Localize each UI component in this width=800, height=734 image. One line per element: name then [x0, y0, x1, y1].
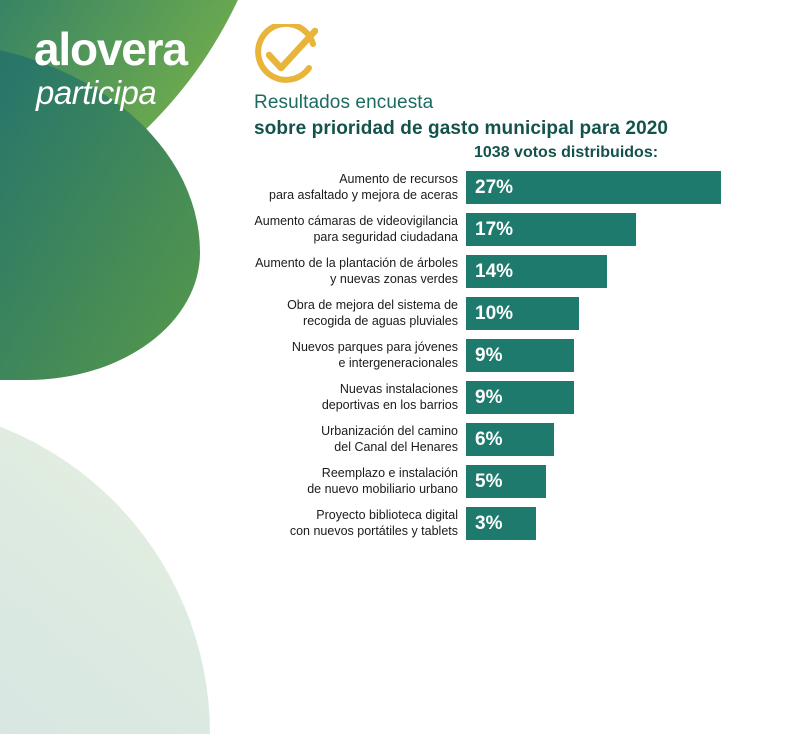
chart-row: [0, 378, 800, 417]
page-title-line2: sobre prioridad de gasto municipal para 2020: [254, 118, 669, 139]
chart-bar: [466, 381, 574, 414]
check-circle-icon: [252, 24, 318, 90]
chart-row: [0, 336, 800, 375]
chart-bar-value: 10%: [475, 302, 514, 324]
chart-bar-value: 17%: [475, 218, 514, 240]
chart-bar: [466, 465, 546, 498]
chart-row-label-line2: recogida de aguas pluviales: [303, 313, 458, 328]
chart-bar: [466, 255, 607, 288]
chart-bar-track: [466, 336, 800, 375]
chart-bar: [466, 297, 579, 330]
chart-bar-track: [466, 252, 800, 291]
chart-row: [0, 294, 800, 333]
chart-bar-value: 14%: [475, 260, 514, 282]
chart-bar-track: [466, 294, 800, 333]
chart-row-label-line2: y nuevas zonas verdes: [330, 271, 458, 286]
chart-row: [0, 504, 800, 543]
chart-row-label-line1: Nuevos parques para jóvenes: [291, 339, 458, 354]
chart-row-label-line1: Nuevas instalaciones: [339, 381, 458, 396]
chart-row-label: [0, 508, 466, 539]
chart-row-label: [0, 298, 466, 329]
chart-bar-value: 27%: [475, 176, 514, 198]
chart-row-label: [0, 466, 466, 497]
chart-bar-value: 9%: [475, 386, 503, 408]
chart-row-label-line2: e intergeneracionales: [338, 355, 458, 370]
bar-chart: [0, 168, 800, 546]
chart-row-label-line1: Proyecto biblioteca digital: [316, 507, 458, 522]
chart-row-label-line2: del Canal del Henares: [334, 439, 458, 454]
chart-bar-track: [466, 378, 800, 417]
chart-row-label-line2: de nuevo mobiliario urbano: [307, 481, 458, 496]
chart-row-label-line1: Aumento de la plantación de árboles: [255, 255, 458, 270]
chart-row-label: [0, 256, 466, 287]
chart-row: [0, 252, 800, 291]
chart-row-label: [0, 172, 466, 203]
chart-bar: [466, 339, 574, 372]
chart-row: [0, 210, 800, 249]
chart-row-label: [0, 382, 466, 413]
chart-bar: [466, 423, 554, 456]
chart-row-label: [0, 214, 466, 245]
chart-bar-value: 3%: [475, 512, 503, 534]
chart-row-label-line2: con nuevos portátiles y tablets: [289, 523, 458, 538]
chart-bar-value: 5%: [475, 470, 503, 492]
chart-row-label-line1: Urbanización del camino: [321, 423, 458, 438]
chart-bar-track: [466, 504, 800, 543]
chart-row-label-line2: para asfaltado y mejora de aceras: [269, 187, 458, 202]
chart-row-label-line1: Aumento de recursos: [339, 171, 458, 186]
votes-total-label: 1038 votos distribuidos:: [474, 144, 659, 161]
chart-bar-track: [466, 210, 800, 249]
chart-row-label-line1: Reemplazo e instalación: [321, 465, 458, 480]
chart-row-label-line2: para seguridad ciudadana: [313, 229, 458, 244]
chart-row-label: [0, 424, 466, 455]
brand-logo: [34, 23, 187, 111]
chart-row-label-line1: Obra de mejora del sistema de: [287, 297, 458, 312]
chart-bar-track: [466, 420, 800, 459]
page-title: [254, 92, 668, 140]
brand-logo-subtitle: participa: [36, 74, 157, 111]
chart-row-label-line2: deportivas en los barrios: [321, 397, 458, 412]
chart-row: [0, 420, 800, 459]
chart-bar-value: 6%: [475, 428, 503, 450]
chart-bar: [466, 507, 536, 540]
page-title-line1: Resultados encuesta: [254, 92, 434, 113]
chart-bar-track: [466, 168, 800, 207]
chart-bar-track: [466, 462, 800, 501]
chart-row-label: [0, 340, 466, 371]
chart-bar-value: 9%: [475, 344, 503, 366]
chart-row: [0, 462, 800, 501]
chart-bar: [466, 171, 721, 204]
chart-row: [0, 168, 800, 207]
chart-bar: [466, 213, 636, 246]
chart-row-label-line1: Aumento cámaras de videovigilancia: [254, 213, 458, 228]
brand-logo-main: alovera: [34, 23, 187, 75]
